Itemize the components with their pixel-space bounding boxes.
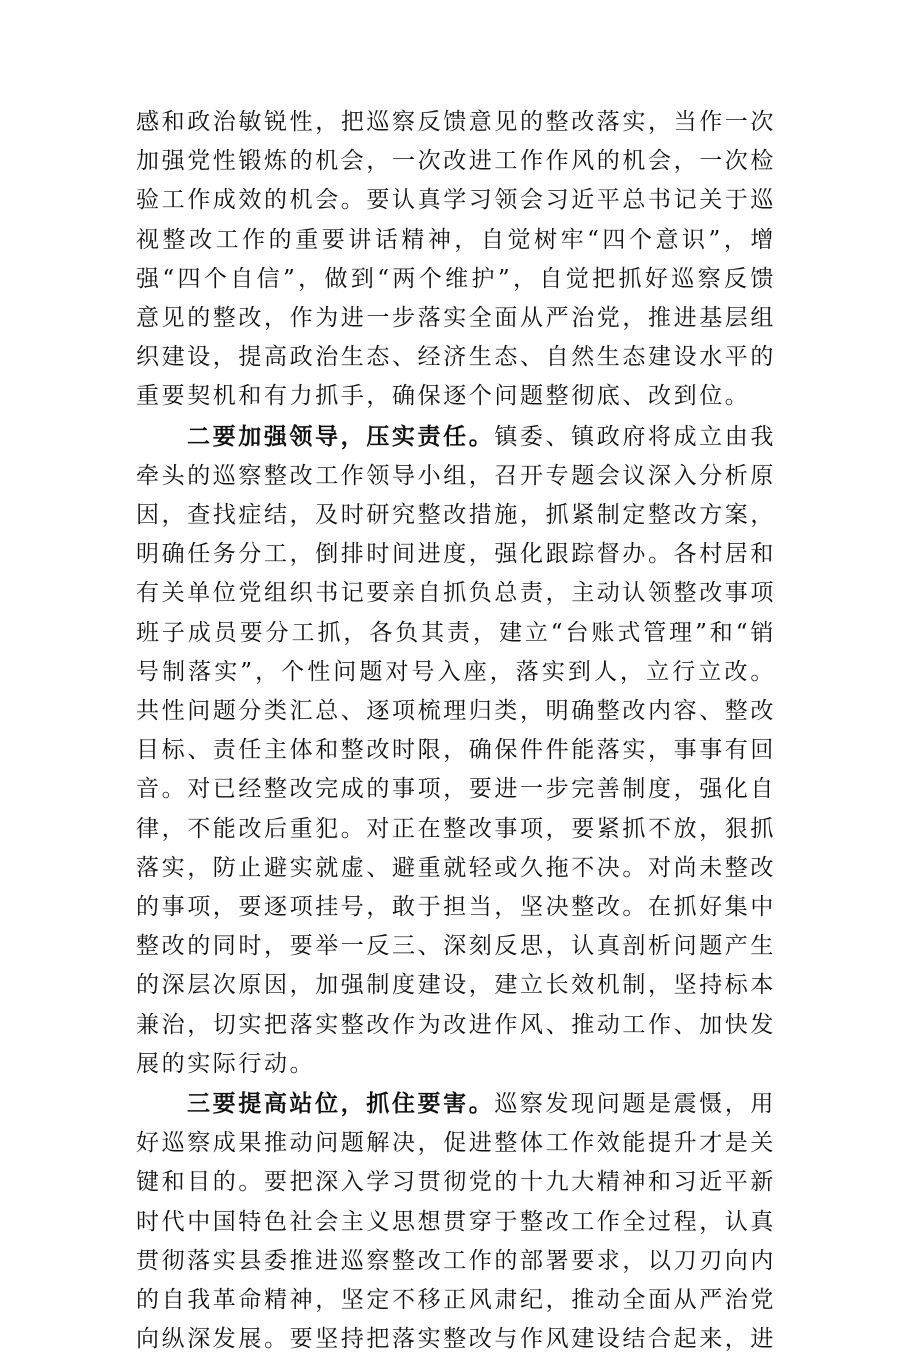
document-body [136,103,776,1360]
paragraph-text: 感和政治敏锐性，把巡察反馈意见的整改落实，当作一次加强党性锻炼的机会，一次改进工作作风的机会，一次检验工作成效的机会。要认真学习领会习近平总书记关于巡视整改工作的重要讲话精神，自觉树牢“四个意识”，增强“四个自信”，做到“两个维护”，自觉把抓好巡察反馈意见的整改，作为进一步落实全面从严治党，推进基层组织建设，提高政治生态、经济生态、自然生态建设水平的重要契机和有力抓手，确保逐个问题整彻底、改到位。 [136,109,776,410]
paragraph-point-two [136,417,776,1084]
paragraph-text: 镇委、镇政府将成立由我牵头的巡察整改工作领导小组，召开专题会议深入分析原因，查找症结，及时研究整改措施，抓紧制定整改方案，明确任务分工，倒排时间进度，强化跟踪督办。各村居和有关单位党组织书记要亲自抓负总责，主动认领整改事项班子成员要分工抓，各负其责，建立“台账式管理”和“销号制落实”，个性问题对号入座，落实到人，立行立改。共性问题分类汇总、逐项梳理归类，明确整改内容、整改目标、责任主体和整改时限，确保件件能落实，事事有回音。对已经整改完成的事项，要进一步完善制度，强化自律，不能改后重犯。对正在整改事项，要紧抓不放，狠抓落实，防止避实就虚、避重就轻或久拖不决。对尚未整改的事项，要逐项挂号，敢于担当，坚决整改。在抓好集中整改的同时，要举一反三、深刻反思，认真剖析问题产生的深层次原因，加强制度建设，建立长效机制，坚持标本兼治，切实把落实整改作为改进作风、推动工作、加快发展的实际行动。 [136,423,776,1077]
paragraph-heading: 二要加强领导，压实责任。 [187,422,495,450]
paragraph-point-three [136,1084,776,1359]
paragraph-continuation [136,103,776,417]
paragraph-heading: 三要提高站位，抓住要害。 [187,1090,495,1118]
paragraph-text: 巡察发现问题是震慑，用好巡察成果推动问题解决，促进整体工作效能提升才是关键和目的。要把深入学习贯彻党的十九大精神和习近平新时代中国特色社会主义思想贯穿于整改工作全过程，认真贯彻落实县委推进巡察整改工作的部署要求，以刀刃向内的自我革命精神，坚定不移正风肃纪，推动全面从严治党向纵深发展。要坚持把落实整改与作风建设结合起来，进 [136,1091,776,1353]
